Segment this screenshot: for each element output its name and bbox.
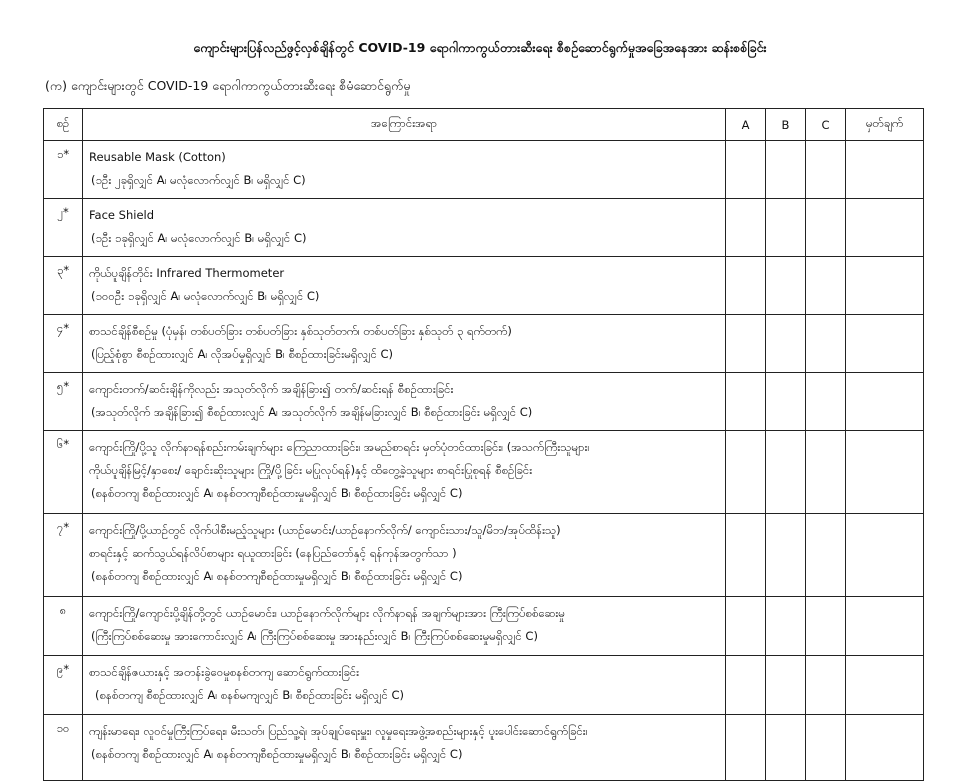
cell-b[interactable] xyxy=(766,656,806,715)
cell-c[interactable] xyxy=(806,514,846,597)
cell-b[interactable] xyxy=(766,257,806,315)
table-row xyxy=(44,597,924,656)
row-line: (အသုတ်လိုက် အချိန်ခြား၍ စီစဉ်ထားလျှင် A၊ အသုတ်လိုက် အချိန်မခြားလျှင် B၊ စီစဉ်ထားခြင်း မရှိလျှင် C) xyxy=(91,405,533,419)
document-title: ကျောင်းများပြန်လည်ဖွင့်လှစ်ချိန်တွင် COVID-19 ရောဂါကာကွယ်တားဆီးရေး စီစဉ်ဆောင်ရွက်မှုအခြေအနေအား ဆန်းစစ်ခြင်း xyxy=(193,40,767,55)
row-description xyxy=(83,597,726,656)
cell-c[interactable] xyxy=(806,199,846,257)
row-number: ၉* xyxy=(44,656,83,715)
row-line: ကိုယ်ပူချိန်တိုင်း Infrared Thermometer xyxy=(89,266,285,280)
header-c: C xyxy=(806,109,846,141)
cell-a[interactable] xyxy=(726,199,766,257)
cell-remarks[interactable] xyxy=(846,715,924,781)
cell-a[interactable] xyxy=(726,514,766,597)
header-item: အကြောင်းအရာ xyxy=(83,109,726,141)
row-number: ၇* xyxy=(44,514,83,597)
cell-a[interactable] xyxy=(726,715,766,781)
table-header-row xyxy=(44,109,924,141)
table-row xyxy=(44,141,924,199)
cell-b[interactable] xyxy=(766,141,806,199)
header-no: စဉ် xyxy=(44,109,83,141)
row-description xyxy=(83,715,726,781)
cell-c[interactable] xyxy=(806,431,846,514)
cell-a[interactable] xyxy=(726,597,766,656)
row-line: ကျောင်းကြို/ကျောင်းပို့ချိန်တို့တွင် ယာဉ်မောင်း၊ ယာဉ်နောက်လိုက်များ လိုက်နာရန် အချက်များအား ကြီးကြပ်စစ်ဆေးမှု xyxy=(89,606,565,620)
cell-a[interactable] xyxy=(726,656,766,715)
cell-c[interactable] xyxy=(806,597,846,656)
cell-a[interactable] xyxy=(726,257,766,315)
row-number: ၆* xyxy=(44,431,83,514)
table-row xyxy=(44,199,924,257)
cell-remarks[interactable] xyxy=(846,141,924,199)
row-line: ကျောင်းကြို/ပို့သူ လိုက်နာရန်စည်းကမ်းချက်များ ကြေညာထားခြင်း၊ အမည်စာရင်း မှတ်ပုံတင်ထားခြင်း၊ (အသက်ကြီးသူများ၊ xyxy=(89,440,590,454)
cell-remarks[interactable] xyxy=(846,199,924,257)
row-line: (စနစ်တကျ စီစဉ်ထားလျှင် A၊ စနစ်မကျလျှင် B၊ စီစဉ်ထားခြင်း မရှိလျှင် C) xyxy=(95,688,405,702)
cell-a[interactable] xyxy=(726,141,766,199)
row-description xyxy=(83,141,726,199)
cell-remarks[interactable] xyxy=(846,431,924,514)
row-line: ကျောင်းကြို/ပို့ယာဉ်တွင် လိုက်ပါစီးမည့်သူများ (ယာဉ်မောင်း/ယာဉ်နောက်လိုက်/ ကျောင်းသား/သူ/မိဘ/အုပ်ထိန်းသူ) xyxy=(89,523,561,537)
row-line: (စနစ်တကျ စီစဉ်ထားလျှင် A၊ စနစ်တကျစီစဉ်ထားမှုမရှိလျှင် B၊ စီစဉ်ထားခြင်း မရှိလျှင် C) xyxy=(91,486,463,500)
cell-remarks[interactable] xyxy=(846,514,924,597)
row-number: ၁* xyxy=(44,141,83,199)
cell-b[interactable] xyxy=(766,373,806,431)
row-number: ၂* xyxy=(44,199,83,257)
cell-b[interactable] xyxy=(766,597,806,656)
row-number: ၈ xyxy=(44,597,83,656)
row-line: (၁ဦး ၂ခုရှိလျှင် A၊ မလုံလောက်လျှင် B၊ မရှိလျှင် C) xyxy=(91,173,306,187)
table-row xyxy=(44,257,924,315)
cell-remarks[interactable] xyxy=(846,257,924,315)
row-line: (၁ဦး ၁ခုရှိလျှင် A၊ မလုံလောက်လျှင် B၊ မရှိလျှင် C) xyxy=(91,231,307,245)
row-number: ၄* xyxy=(44,315,83,373)
assessment-table xyxy=(43,108,924,781)
cell-b[interactable] xyxy=(766,715,806,781)
row-line: Face Shield xyxy=(89,208,155,222)
row-line: (စနစ်တကျ စီစဉ်ထားလျှင် A၊ စနစ်တကျစီစဉ်ထားမှုမရှိလျှင် B၊ စီစဉ်ထားခြင်း မရှိလျှင် C) xyxy=(91,569,463,583)
row-line: (ပြည့်စုံစွာ စီစဉ်ထားလျှင် A၊ လိုအပ်မှုရှိလျှင် B၊ စီစဉ်ထားခြင်းမရှိလျှင် C) xyxy=(91,347,393,361)
row-line: ကျန်းမာရေး၊ လူဝင်မှုကြီးကြပ်ရေး၊ မီးသတ်၊ ပြည်သူ့ရဲ၊ အုပ်ချုပ်ရေးမှူး၊ လူမှုရေးအဖွဲ့အစည်းများနှင့် ပူးပေါင်းဆောင်ရွက်ခြင်း၊ xyxy=(89,724,588,738)
table-row xyxy=(44,514,924,597)
cell-remarks[interactable] xyxy=(846,656,924,715)
row-line: စာသင်ချိန်စီစဉ်မှု (ပုံမှန်၊ တစ်ပတ်ခြား တစ်ပတ်ခြား နှစ်သုတ်တက်၊ တစ်ပတ်ခြား နှစ်သုတ် ၃ ရက်တက်) xyxy=(89,324,512,338)
header-remarks: မှတ်ချက် xyxy=(846,109,924,141)
cell-b[interactable] xyxy=(766,315,806,373)
table-row xyxy=(44,315,924,373)
row-description xyxy=(83,431,726,514)
cell-c[interactable] xyxy=(806,656,846,715)
cell-c[interactable] xyxy=(806,257,846,315)
cell-b[interactable] xyxy=(766,431,806,514)
row-description xyxy=(83,199,726,257)
row-description xyxy=(83,656,726,715)
table-row xyxy=(44,431,924,514)
header-b: B xyxy=(766,109,806,141)
cell-c[interactable] xyxy=(806,715,846,781)
row-line: (ကြီးကြပ်စစ်ဆေးမှု အားကောင်းလျှင် A၊ ကြီးကြပ်စစ်ဆေးမှု အားနည်းလျှင် B၊ ကြီးကြပ်စစ်ဆေးမှုမရှိလျှင် C) xyxy=(91,629,538,643)
row-line: Reusable Mask (Cotton) xyxy=(89,150,226,164)
cell-a[interactable] xyxy=(726,315,766,373)
cell-remarks[interactable] xyxy=(846,315,924,373)
table-row xyxy=(44,656,924,715)
row-number: ၃* xyxy=(44,257,83,315)
row-description xyxy=(83,373,726,431)
row-description xyxy=(83,315,726,373)
row-line: ကျောင်းတက်/ဆင်းချိန်ကိုလည်း အသုတ်လိုက် အချိန်ခြား၍ တက်/ဆင်းရန် စီစဉ်ထားခြင်း xyxy=(89,382,454,396)
cell-b[interactable] xyxy=(766,199,806,257)
cell-a[interactable] xyxy=(726,373,766,431)
cell-remarks[interactable] xyxy=(846,373,924,431)
table-row xyxy=(44,715,924,781)
row-line: (စနစ်တကျ စီစဉ်ထားလျှင် A၊ စနစ်တကျစီစဉ်ထားမှုမရှိလျှင် B၊ စီစဉ်ထားခြင်း မရှိလျှင် C) xyxy=(91,747,463,761)
row-description xyxy=(83,514,726,597)
table-row xyxy=(44,373,924,431)
row-line: (၁၀၀ဦး ၁ခုရှိလျှင် A၊ မလုံလောက်လျှင် B၊ မရှိလျှင် C) xyxy=(91,289,320,303)
section-subtitle: (က) ကျောင်းများတွင် COVID-19 ရောဂါကာကွယ်တားဆီးရေး စီမံဆောင်ရွက်မှု xyxy=(45,78,411,93)
cell-c[interactable] xyxy=(806,373,846,431)
cell-c[interactable] xyxy=(806,315,846,373)
row-number: ၅* xyxy=(44,373,83,431)
row-description xyxy=(83,257,726,315)
row-line: စာရင်းနှင့် ဆက်သွယ်ရန်လိပ်စာများ ရယူထားခြင်း (နေပြည်တော်နှင့် ရန်ကုန်အတွက်သာ ) xyxy=(89,546,457,560)
cell-a[interactable] xyxy=(726,431,766,514)
row-number: ၁၀ xyxy=(44,715,83,781)
cell-c[interactable] xyxy=(806,141,846,199)
cell-b[interactable] xyxy=(766,514,806,597)
row-line: စာသင်ချိန်ဇယားနှင့် အတန်းခွဲဝေမှုစနစ်တကျ ဆောင်ရွက်ထားခြင်း xyxy=(89,665,360,679)
header-a: A xyxy=(726,109,766,141)
row-line: ကိုယ်ပူချိန်မြင့်/နှာစေး/ ချောင်းဆိုးသူများ ကြို/ပို့ခြင်း မပြုလုပ်ရန်)နှင့် ထိတွေ့ခဲ့သူများ စာရင်းပြုစုရန် စီစဉ်ခြင်း xyxy=(89,463,533,477)
cell-remarks[interactable] xyxy=(846,597,924,656)
